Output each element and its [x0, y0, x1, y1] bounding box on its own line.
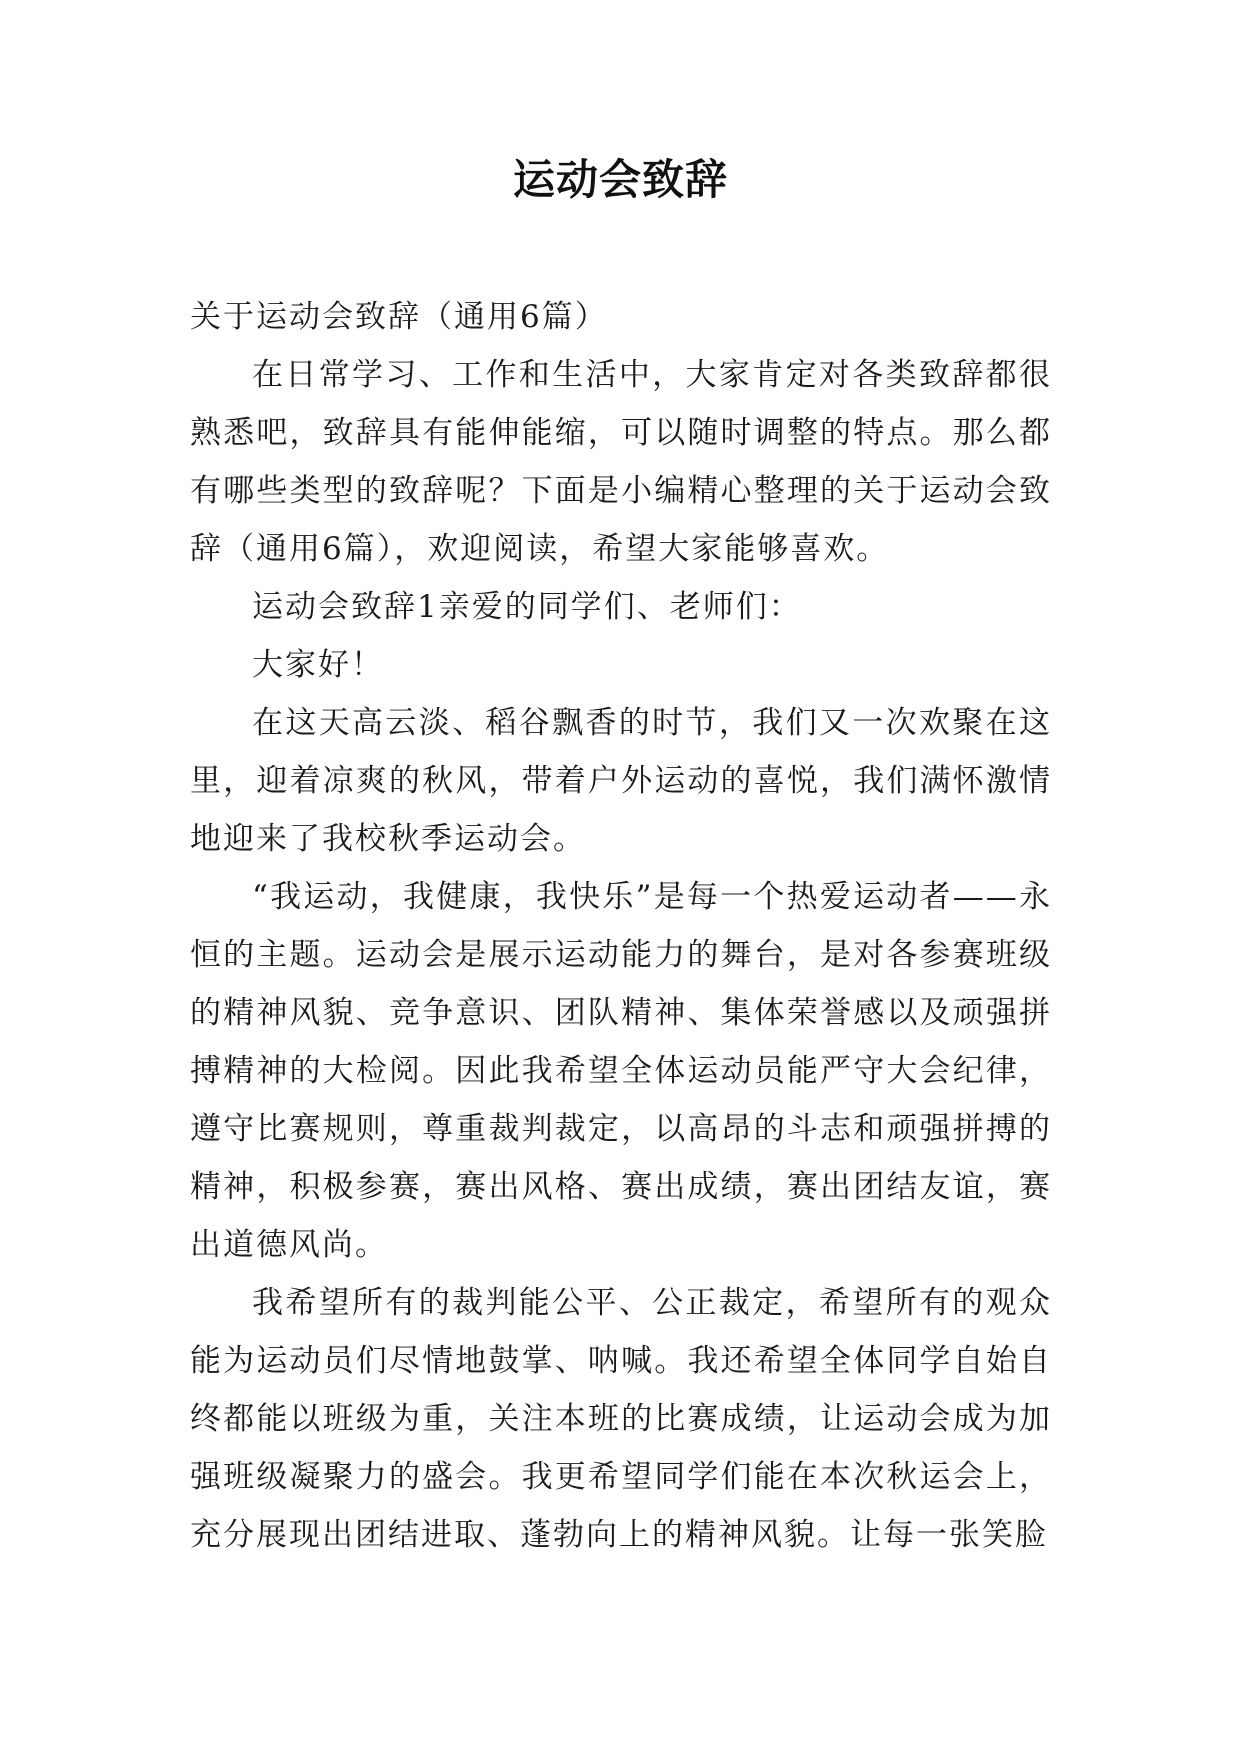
body-paragraph: 我希望所有的裁判能公平、公正裁定，希望所有的观众能为运动员们尽情地鼓掌、呐喊。我还希望全体同学自始自终都能以班级为重，关注本班的比赛成绩，让运动会成为加强班级凝聚力的盛会。我更希望同学们能在本次秋运会上，充分展现出团结进取、蓬勃向上的精神风貌。让每一张笑脸 [190, 1285, 1052, 1553]
body-paragraph: 在这天高云淡、稻谷飘香的时节，我们又一次欢聚在这里，迎着凉爽的秋风，带着户外运动的喜悦，我们满怀激情地迎来了我校秋季运动会。 [190, 705, 1052, 857]
document-title: 运动会致辞 [512, 155, 728, 204]
intro-paragraph: 在日常学习、工作和生活中，大家肯定对各类致辞都很熟悉吧，致辞具有能伸能缩，可以随时调整的特点。那么都有哪些类型的致辞呢？下面是小编精心整理的关于运动会致辞（通用6篇），欢迎阅读，希望大家能够喜欢。 [190, 357, 1052, 567]
greeting-paragraph: 大家好！ [252, 647, 384, 683]
body-paragraph: “我运动，我健康，我快乐”是每一个热爱运动者——永恒的主题。运动会是展示运动能力的舞台，是对各参赛班级的精神风貌、竞争意识、团队精神、集体荣誉感以及顽强拼搏精神的大检阅。因此我希望全体运动员能严守大会纪律，遵守比赛规则，尊重裁判裁定，以高昂的斗志和顽强拼搏的精神，积极参赛，赛出风格、赛出成绩，赛出团结友谊，赛出道德风尚。 [190, 879, 1052, 1263]
document-body [190, 288, 1052, 1564]
document-subtitle-paragraph: 关于运动会致辞（通用6篇） [190, 299, 608, 335]
speech-heading-paragraph: 运动会致辞1亲爱的同学们、老师们： [252, 589, 802, 625]
